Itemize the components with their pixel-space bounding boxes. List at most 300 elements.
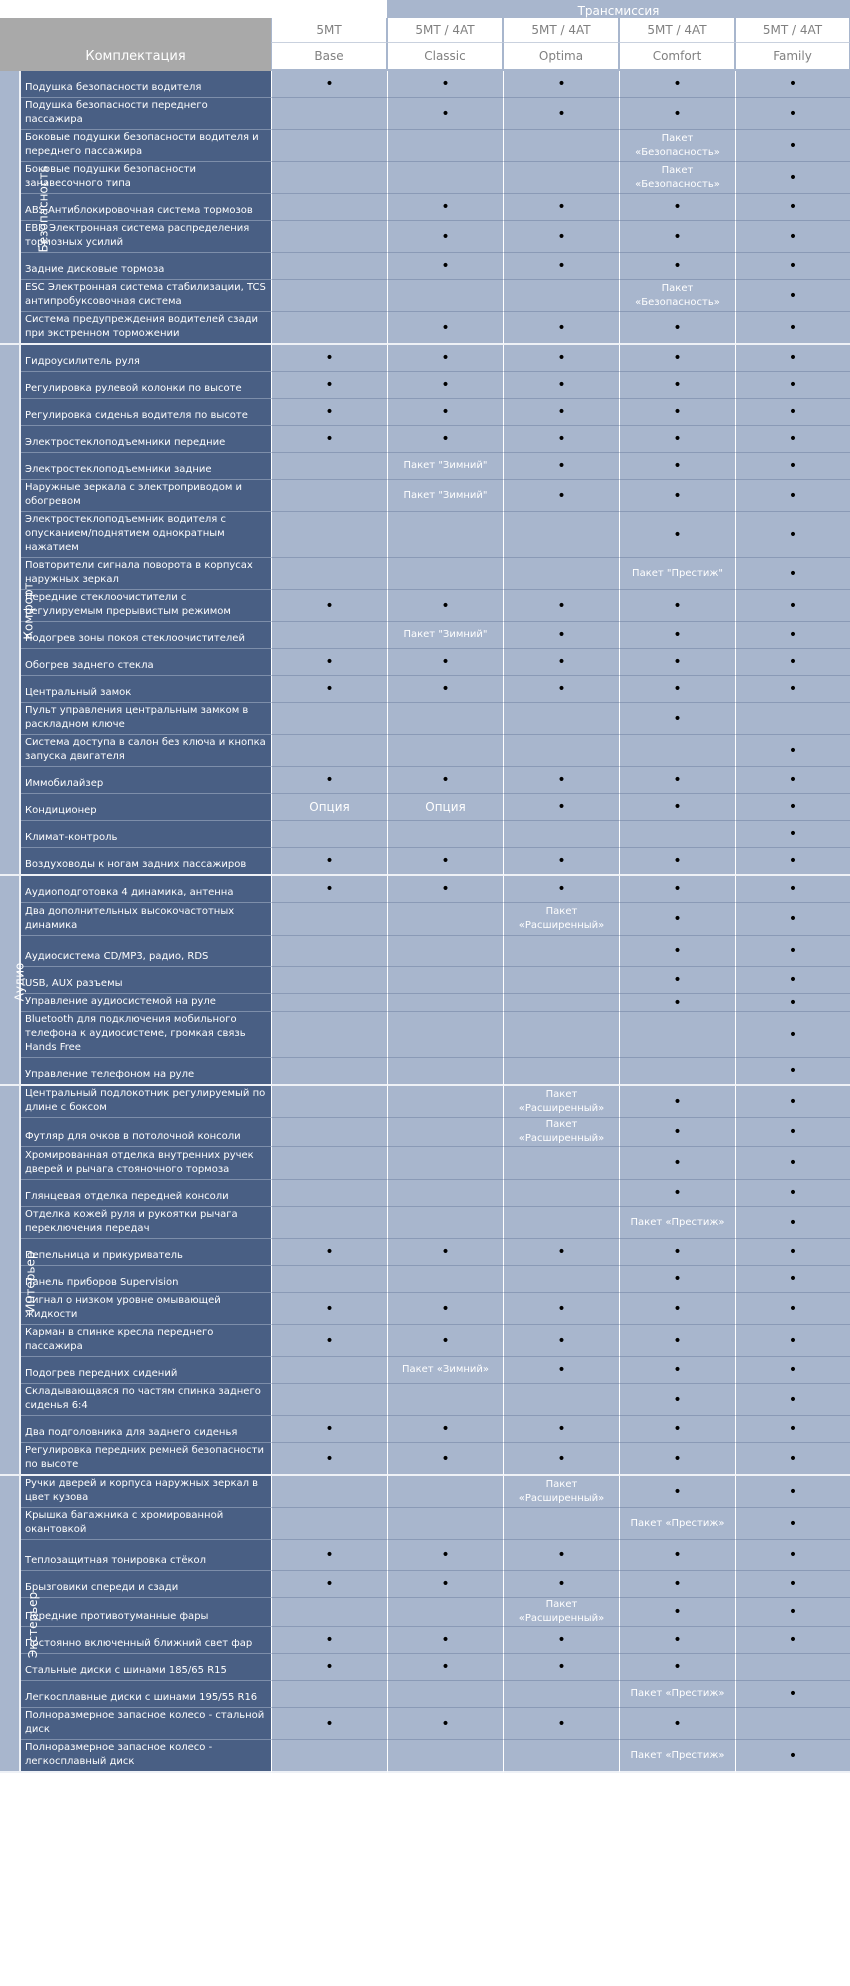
table-row: [0, 967, 850, 994]
feature-name: Система предупреждения водителей сзади при экстренном торможении: [21, 312, 271, 345]
trim-value-classic: •: [387, 1654, 503, 1681]
feature-name: Панель приборов Supervision: [21, 1266, 271, 1293]
trim-value-base: •: [271, 876, 387, 903]
trim-value-family: •: [735, 590, 850, 622]
table-row: [0, 649, 850, 676]
trim-value-optima: •: [503, 1654, 619, 1681]
trim-value-base: [271, 821, 387, 848]
trim-value-classic: [387, 994, 503, 1012]
trim-value-comfort: •: [619, 71, 735, 98]
table-row: [0, 676, 850, 703]
trim-value-base: •: [271, 1627, 387, 1654]
trim-value-classic: [387, 1207, 503, 1239]
trim-value-optima: •: [503, 98, 619, 130]
trim-value-classic: •: [387, 848, 503, 876]
feature-name: Ручки дверей и корпуса наружных зеркал в цвет кузова: [21, 1476, 271, 1508]
trim-value-classic: •: [387, 253, 503, 280]
trim-value-comfort: •: [619, 1627, 735, 1654]
feature-name: Воздуховоды к ногам задних пассажиров: [21, 848, 271, 876]
trim-value-optima: [503, 735, 619, 767]
feature-name: Повторители сигнала поворота в корпусах наружных зеркал: [21, 558, 271, 590]
table-row: [0, 876, 850, 903]
trim-value-base: [271, 1740, 387, 1773]
table-row: [0, 1681, 850, 1708]
feature-name: Боковые подушки безопасности занавесочного типа: [21, 162, 271, 194]
feature-name: Аудиосистема CD/MP3, радио, RDS: [21, 936, 271, 967]
trim-value-classic: •: [387, 649, 503, 676]
trim-value-base: [271, 703, 387, 735]
trim-label-comfort: Comfort: [619, 42, 735, 71]
table-row: [0, 221, 850, 253]
section-title: Интерьер: [23, 1251, 38, 1312]
trim-value-classic: •: [387, 372, 503, 399]
trim-value-comfort: •: [619, 1118, 735, 1147]
table-row: [0, 372, 850, 399]
trim-value-optima: •: [503, 1627, 619, 1654]
feature-name: Обогрев заднего стекла: [21, 649, 271, 676]
trim-value-comfort: •: [619, 1266, 735, 1293]
trim-value-comfort: •: [619, 194, 735, 221]
trim-value-family: •: [735, 1627, 850, 1654]
trim-value-classic: [387, 936, 503, 967]
trim-value-classic: •: [387, 1293, 503, 1325]
table-row: [0, 1180, 850, 1207]
trim-value-family: •: [735, 194, 850, 221]
trim-value-family: •: [735, 1508, 850, 1540]
trim-value-base: •: [271, 1654, 387, 1681]
trim-value-base: [271, 1207, 387, 1239]
feature-name: Отделка кожей руля и рукоятки рычага переключения передач: [21, 1207, 271, 1239]
trim-value-optima: [503, 1147, 619, 1180]
trim-value-classic: [387, 1681, 503, 1708]
table-row: [0, 1118, 850, 1147]
trim-value-comfort: Пакет «Престиж»: [619, 1740, 735, 1773]
trim-value-optima: [503, 703, 619, 735]
trim-value-family: •: [735, 98, 850, 130]
trim-value-base: •: [271, 1540, 387, 1571]
trim-value-base: [271, 936, 387, 967]
trim-value-optima: Пакет «Расширенный»: [503, 903, 619, 936]
trim-value-comfort: •: [619, 848, 735, 876]
feature-name: Гидроусилитель руля: [21, 345, 271, 372]
trim-value-classic: •: [387, 98, 503, 130]
trim-value-family: •: [735, 1476, 850, 1508]
trim-value-comfort: •: [619, 967, 735, 994]
trim-value-classic: •: [387, 876, 503, 903]
trim-value-classic: [387, 735, 503, 767]
transmission-label: 5MT / 4AT: [619, 18, 735, 42]
section-title: Аудио: [12, 962, 27, 1001]
trim-value-comfort: Пакет «Безопасность»: [619, 162, 735, 194]
trim-value-optima: •: [503, 1571, 619, 1598]
trim-value-family: •: [735, 1058, 850, 1086]
trim-value-classic: •: [387, 676, 503, 703]
trim-value-base: [271, 1266, 387, 1293]
trim-value-classic: [387, 903, 503, 936]
table-row: [0, 162, 850, 194]
trim-value-optima: [503, 512, 619, 558]
trim-value-optima: •: [503, 794, 619, 821]
trim-value-optima: •: [503, 480, 619, 512]
trim-value-comfort: Пакет "Престиж": [619, 558, 735, 590]
trim-value-comfort: Пакет «Безопасность»: [619, 130, 735, 162]
table-row: [0, 1571, 850, 1598]
trim-value-base: [271, 130, 387, 162]
trim-value-comfort: •: [619, 703, 735, 735]
trim-value-comfort: •: [619, 1180, 735, 1207]
table-row: [0, 1654, 850, 1681]
trim-value-optima: Пакет «Расширенный»: [503, 1118, 619, 1147]
trim-value-family: •: [735, 280, 850, 312]
trim-value-family: •: [735, 1012, 850, 1058]
trim-value-optima: [503, 821, 619, 848]
table-row: [0, 399, 850, 426]
trim-value-comfort: •: [619, 426, 735, 453]
trim-value-optima: •: [503, 649, 619, 676]
trim-value-family: •: [735, 1147, 850, 1180]
trim-value-family: •: [735, 967, 850, 994]
trim-value-family: •: [735, 794, 850, 821]
trim-value-family: •: [735, 1266, 850, 1293]
trim-value-comfort: •: [619, 345, 735, 372]
trim-value-comfort: Пакет «Безопасность»: [619, 280, 735, 312]
trim-label-family: Family: [735, 42, 850, 71]
trim-value-base: [271, 253, 387, 280]
feature-name: Постоянно включенный ближний свет фар: [21, 1627, 271, 1654]
trim-value-classic: •: [387, 1571, 503, 1598]
trim-value-comfort: •: [619, 1571, 735, 1598]
trim-value-comfort: •: [619, 590, 735, 622]
trim-value-base: [271, 622, 387, 649]
trim-value-comfort: •: [619, 1654, 735, 1681]
trim-value-classic: [387, 512, 503, 558]
trim-value-optima: •: [503, 194, 619, 221]
trim-value-family: •: [735, 1293, 850, 1325]
trim-value-base: [271, 1118, 387, 1147]
trim-value-family: •: [735, 399, 850, 426]
transmission-label: 5MT / 4AT: [387, 18, 503, 42]
trim-value-classic: [387, 1058, 503, 1086]
trim-value-family: •: [735, 1086, 850, 1118]
trim-value-base: [271, 994, 387, 1012]
table-row: [0, 994, 850, 1012]
table-row: [0, 703, 850, 735]
trim-value-comfort: •: [619, 1443, 735, 1476]
table-row: [0, 1443, 850, 1476]
trim-value-base: [271, 480, 387, 512]
table-row: [0, 558, 850, 590]
table-row: [0, 1012, 850, 1058]
trim-value-family: •: [735, 1416, 850, 1443]
section-label: [0, 71, 51, 345]
trim-value-classic: •: [387, 399, 503, 426]
trim-value-optima: •: [503, 767, 619, 794]
trim-value-base: •: [271, 1239, 387, 1266]
feature-name: Карман в спинке кресла переднего пассажира: [21, 1325, 271, 1357]
trim-value-optima: •: [503, 590, 619, 622]
trim-value-comfort: Пакет «Престиж»: [619, 1207, 735, 1239]
trim-value-comfort: •: [619, 1293, 735, 1325]
table-row: [0, 1293, 850, 1325]
trim-value-base: •: [271, 649, 387, 676]
feature-name: Передние противотуманные фары: [21, 1598, 271, 1627]
table-row: [0, 130, 850, 162]
table-row: [0, 936, 850, 967]
trim-value-family: •: [735, 649, 850, 676]
trim-value-comfort: •: [619, 372, 735, 399]
feature-name: Глянцевая отделка передней консоли: [21, 1180, 271, 1207]
trim-value-classic: •: [387, 345, 503, 372]
trim-value-family: •: [735, 936, 850, 967]
trim-value-classic: [387, 162, 503, 194]
trim-value-optima: [503, 1058, 619, 1086]
trim-value-family: •: [735, 767, 850, 794]
feature-name: Иммобилайзер: [21, 767, 271, 794]
feature-name: Сигнал о низком уровне омывающей жидкости: [21, 1293, 271, 1325]
feature-name: Кондиционер: [21, 794, 271, 821]
feature-name: Климат-контроль: [21, 821, 271, 848]
trim-value-optima: Пакет «Расширенный»: [503, 1476, 619, 1508]
feature-name: Электростеклоподъемники задние: [21, 453, 271, 480]
trim-value-optima: •: [503, 1708, 619, 1740]
trim-value-family: •: [735, 221, 850, 253]
trim-value-optima: •: [503, 1293, 619, 1325]
trim-value-optima: Пакет «Расширенный»: [503, 1086, 619, 1118]
table-row: [0, 622, 850, 649]
trim-value-optima: [503, 1384, 619, 1416]
trim-value-comfort: •: [619, 1540, 735, 1571]
feature-name: Боковые подушки безопасности водителя и переднего пассажира: [21, 130, 271, 162]
table-row: [0, 345, 850, 372]
trim-label-optima: Optima: [503, 42, 619, 71]
trim-value-comfort: •: [619, 312, 735, 345]
trim-value-comfort: •: [619, 512, 735, 558]
trim-value-classic: [387, 1086, 503, 1118]
table-row: [0, 253, 850, 280]
trim-value-family: •: [735, 345, 850, 372]
trim-value-optima: •: [503, 71, 619, 98]
trim-value-family: •: [735, 480, 850, 512]
trim-value-comfort: •: [619, 1325, 735, 1357]
trim-value-optima: [503, 967, 619, 994]
trim-value-classic: [387, 1598, 503, 1627]
feature-name: Полноразмерное запасное колесо - легкосплавный диск: [21, 1740, 271, 1773]
section-title: Экстерьер: [26, 1591, 41, 1659]
trim-value-base: •: [271, 676, 387, 703]
trim-value-classic: [387, 1384, 503, 1416]
table-row: [0, 1708, 850, 1740]
feature-name: Стальные диски с шинами 185/65 R15: [21, 1654, 271, 1681]
table-row: [0, 71, 850, 98]
table-row: [0, 848, 850, 876]
table-row: [0, 1740, 850, 1773]
trim-value-base: [271, 1086, 387, 1118]
trim-value-classic: Опция: [387, 794, 503, 821]
trim-value-optima: •: [503, 1239, 619, 1266]
trim-value-family: •: [735, 312, 850, 345]
trim-value-family: •: [735, 1180, 850, 1207]
trim-value-family: •: [735, 130, 850, 162]
transmission-label: 5MT / 4AT: [503, 18, 619, 42]
feature-name: Электростеклоподъемники передние: [21, 426, 271, 453]
trim-value-family: [735, 1654, 850, 1681]
trim-value-comfort: •: [619, 98, 735, 130]
trim-value-base: •: [271, 426, 387, 453]
feature-name: Складывающаяся по частям спинка заднего сиденья 6:4: [21, 1384, 271, 1416]
trim-value-family: •: [735, 1740, 850, 1773]
trim-value-optima: •: [503, 453, 619, 480]
trim-value-comfort: •: [619, 676, 735, 703]
trim-value-comfort: •: [619, 1357, 735, 1384]
trim-value-base: •: [271, 71, 387, 98]
trim-value-comfort: •: [619, 903, 735, 936]
trim-value-classic: [387, 1740, 503, 1773]
trim-value-family: •: [735, 622, 850, 649]
trim-value-family: •: [735, 676, 850, 703]
section-label: [0, 1086, 38, 1476]
trim-value-optima: [503, 1681, 619, 1708]
trim-value-family: •: [735, 426, 850, 453]
trim-value-base: •: [271, 767, 387, 794]
trim-value-comfort: •: [619, 221, 735, 253]
trim-value-comfort: •: [619, 649, 735, 676]
trim-value-classic: •: [387, 71, 503, 98]
feature-name: Управление аудиосистемой на руле: [21, 994, 271, 1012]
trim-value-base: [271, 1508, 387, 1540]
trim-value-base: [271, 280, 387, 312]
trim-value-base: [271, 1384, 387, 1416]
trim-value-base: [271, 1598, 387, 1627]
trim-value-family: •: [735, 1118, 850, 1147]
trim-value-optima: •: [503, 372, 619, 399]
trim-value-family: [735, 703, 850, 735]
table-row: [0, 1540, 850, 1571]
section-label: [0, 345, 36, 876]
trim-value-family: •: [735, 821, 850, 848]
trim-value-comfort: [619, 735, 735, 767]
trim-value-optima: •: [503, 676, 619, 703]
transmission-label: 5MT: [271, 18, 387, 42]
trim-value-family: •: [735, 1207, 850, 1239]
trim-value-classic: •: [387, 1708, 503, 1740]
trim-value-classic: •: [387, 590, 503, 622]
trim-value-classic: [387, 703, 503, 735]
feature-name: Легкосплавные диски с шинами 195/55 R16: [21, 1681, 271, 1708]
feature-name: Теплозащитная тонировка стёкол: [21, 1540, 271, 1571]
trim-value-family: •: [735, 994, 850, 1012]
trim-value-comfort: •: [619, 994, 735, 1012]
trim-value-family: •: [735, 903, 850, 936]
trim-value-optima: [503, 936, 619, 967]
trim-value-optima: [503, 558, 619, 590]
feature-name: ESC Электронная система стабилизации, TCS антипробуксовочная система: [21, 280, 271, 312]
table-row: [0, 794, 850, 821]
trim-value-family: •: [735, 1540, 850, 1571]
trim-value-base: •: [271, 399, 387, 426]
table-row: [0, 1266, 850, 1293]
feature-name: Центральный подлокотник регулируемый по длине с боксом: [21, 1086, 271, 1118]
feature-name: Регулировка рулевой колонки по высоте: [21, 372, 271, 399]
trim-value-optima: •: [503, 1540, 619, 1571]
table-row: [0, 1416, 850, 1443]
table-row: [0, 280, 850, 312]
trim-value-base: [271, 1357, 387, 1384]
feature-name: EBD Электронная система распределения тормозных усилий: [21, 221, 271, 253]
feature-name: Хромированная отделка внутренних ручек дверей и рычага стояночного тормоза: [21, 1147, 271, 1180]
trim-value-base: [271, 98, 387, 130]
feature-name: Брызговики спереди и сзади: [21, 1571, 271, 1598]
feature-name: Регулировка сиденья водителя по высоте: [21, 399, 271, 426]
table-row: [0, 512, 850, 558]
trim-value-base: [271, 735, 387, 767]
table-row: [0, 98, 850, 130]
trim-value-comfort: •: [619, 1598, 735, 1627]
table-body: [0, 71, 850, 1773]
trim-value-classic: [387, 967, 503, 994]
trim-value-optima: [503, 994, 619, 1012]
trim-value-family: •: [735, 1598, 850, 1627]
trim-value-base: [271, 1147, 387, 1180]
trim-label-base: Base: [271, 42, 387, 71]
trim-value-optima: [503, 162, 619, 194]
trim-value-base: •: [271, 372, 387, 399]
trim-value-comfort: [619, 1058, 735, 1086]
trim-value-comfort: [619, 821, 735, 848]
trim-value-family: •: [735, 1239, 850, 1266]
trim-value-base: [271, 1476, 387, 1508]
trim-value-base: [271, 194, 387, 221]
trim-value-family: •: [735, 71, 850, 98]
trim-value-optima: •: [503, 1416, 619, 1443]
trim-value-base: [271, 1058, 387, 1086]
feature-name: Электростеклоподъемник водителя с опусканием/поднятием однократным нажатием: [21, 512, 271, 558]
table-row: [0, 903, 850, 936]
trim-value-classic: •: [387, 1416, 503, 1443]
feature-name: Подушка безопасности водителя: [21, 71, 271, 98]
trim-value-base: •: [271, 1443, 387, 1476]
trim-value-base: •: [271, 848, 387, 876]
trim-value-comfort: Пакет «Престиж»: [619, 1508, 735, 1540]
trim-value-comfort: •: [619, 399, 735, 426]
feature-name: USB, AUX разъемы: [21, 967, 271, 994]
trim-value-optima: •: [503, 848, 619, 876]
trim-value-base: •: [271, 1416, 387, 1443]
trim-value-optima: •: [503, 312, 619, 345]
trim-value-optima: [503, 1266, 619, 1293]
trim-value-family: •: [735, 372, 850, 399]
trim-value-optima: •: [503, 221, 619, 253]
trim-value-comfort: •: [619, 1476, 735, 1508]
trim-value-classic: •: [387, 1239, 503, 1266]
feature-name: Подушка безопасности переднего пассажира: [21, 98, 271, 130]
feature-name: Регулировка передних ремней безопасности по высоте: [21, 1443, 271, 1476]
trim-value-classic: •: [387, 426, 503, 453]
trim-value-classic: [387, 130, 503, 162]
feature-name: Пульт управления центральным замком в раскладном ключе: [21, 703, 271, 735]
trim-value-comfort: Пакет «Престиж»: [619, 1681, 735, 1708]
trim-value-base: •: [271, 345, 387, 372]
section-label: [0, 1476, 41, 1773]
trim-value-family: •: [735, 735, 850, 767]
trim-value-classic: •: [387, 1443, 503, 1476]
section-title: Безопасность: [36, 165, 51, 252]
feature-name: Два дополнительных высокочастотных динамика: [21, 903, 271, 936]
feature-name: Аудиоподготовка 4 динамика, антенна: [21, 876, 271, 903]
trim-value-classic: [387, 558, 503, 590]
trim-value-optima: [503, 1180, 619, 1207]
trim-value-comfort: •: [619, 1147, 735, 1180]
trim-value-base: Опция: [271, 794, 387, 821]
